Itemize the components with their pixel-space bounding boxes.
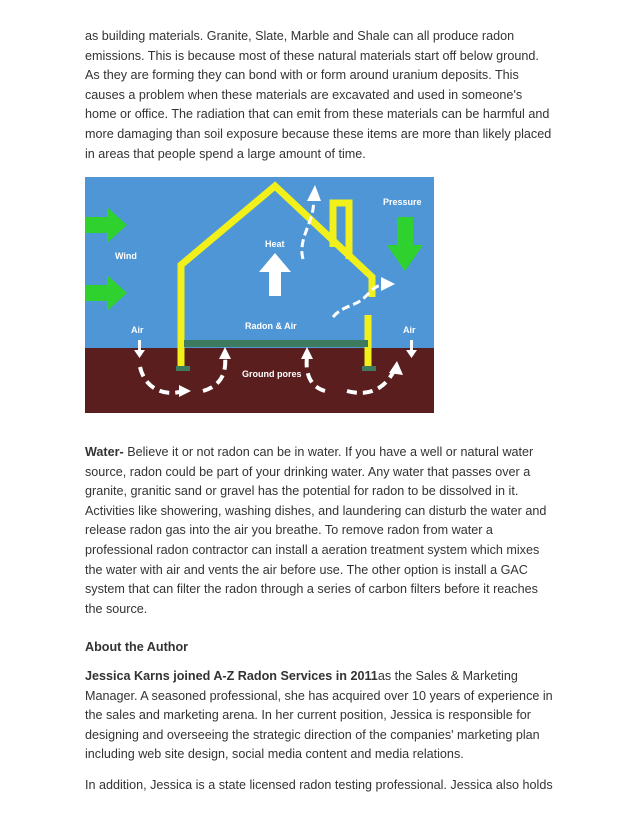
bio-lead: Jessica Karns joined A-Z Radon Services in 2011	[85, 669, 378, 683]
radon-entry-diagram	[85, 177, 434, 413]
water-lead: Water-	[85, 445, 124, 459]
about-author-heading: About the Author	[85, 640, 189, 654]
label-radon-air: Radon & Air	[245, 321, 297, 331]
label-pressure: Pressure	[383, 197, 422, 207]
label-air-right: Air	[403, 325, 416, 335]
bio-text: as the Sales & Marketing Manager. A seasoned professional, she has acquired over 10 years of experience in the sales and marketing arena. In her current position, Jessica is responsible for designing and overseeing the strategic direction of the companies' marketing plan including web site design, social media content and media relations.	[85, 669, 553, 762]
water-text: Believe it or not radon can be in water. If you have a well or natural water source, radon could be part of your drinking water. Any water that passes over a granite, granitic sand or gravel has the potential for radon to be dissolved in it. Activities like showering, washing dishes, and laundering can disturb the water and release radon gas into the air you breathe. To remove radon from water a professional radon contractor can install a aeration treatment system which mixes the water with air and vents the air before use. The other option is install a GAC system that can filter the radon through a series of carbon filters before it reaches the source.	[85, 445, 547, 616]
label-wind: Wind	[115, 251, 137, 261]
ground-area	[85, 348, 434, 413]
water-paragraph	[85, 443, 555, 619]
addition-paragraph: In addition, Jessica is a state licensed radon testing professional. Jessica also holds	[85, 778, 553, 792]
foundation-slab	[184, 340, 368, 347]
radon-diagram-svg	[85, 177, 434, 413]
intro-paragraph: as building materials. Granite, Slate, Marble and Shale can all produce radon emissions. This is because most of these natural materials start off below ground. As they are forming they can bond with or form around uranium deposits. This causes a problem when these materials are excavated and used in someone's home or office. The radiation that can emit from these materials can be harmful and more damaging than soil exposure because these items are more than likely placed in areas that people spend a large amount of time.	[85, 29, 552, 161]
left-footing	[176, 366, 190, 371]
label-air-left: Air	[131, 325, 144, 335]
bio-paragraph	[85, 667, 555, 765]
label-ground-pores: Ground pores	[242, 369, 302, 379]
right-footing	[362, 366, 376, 371]
label-heat: Heat	[265, 239, 285, 249]
